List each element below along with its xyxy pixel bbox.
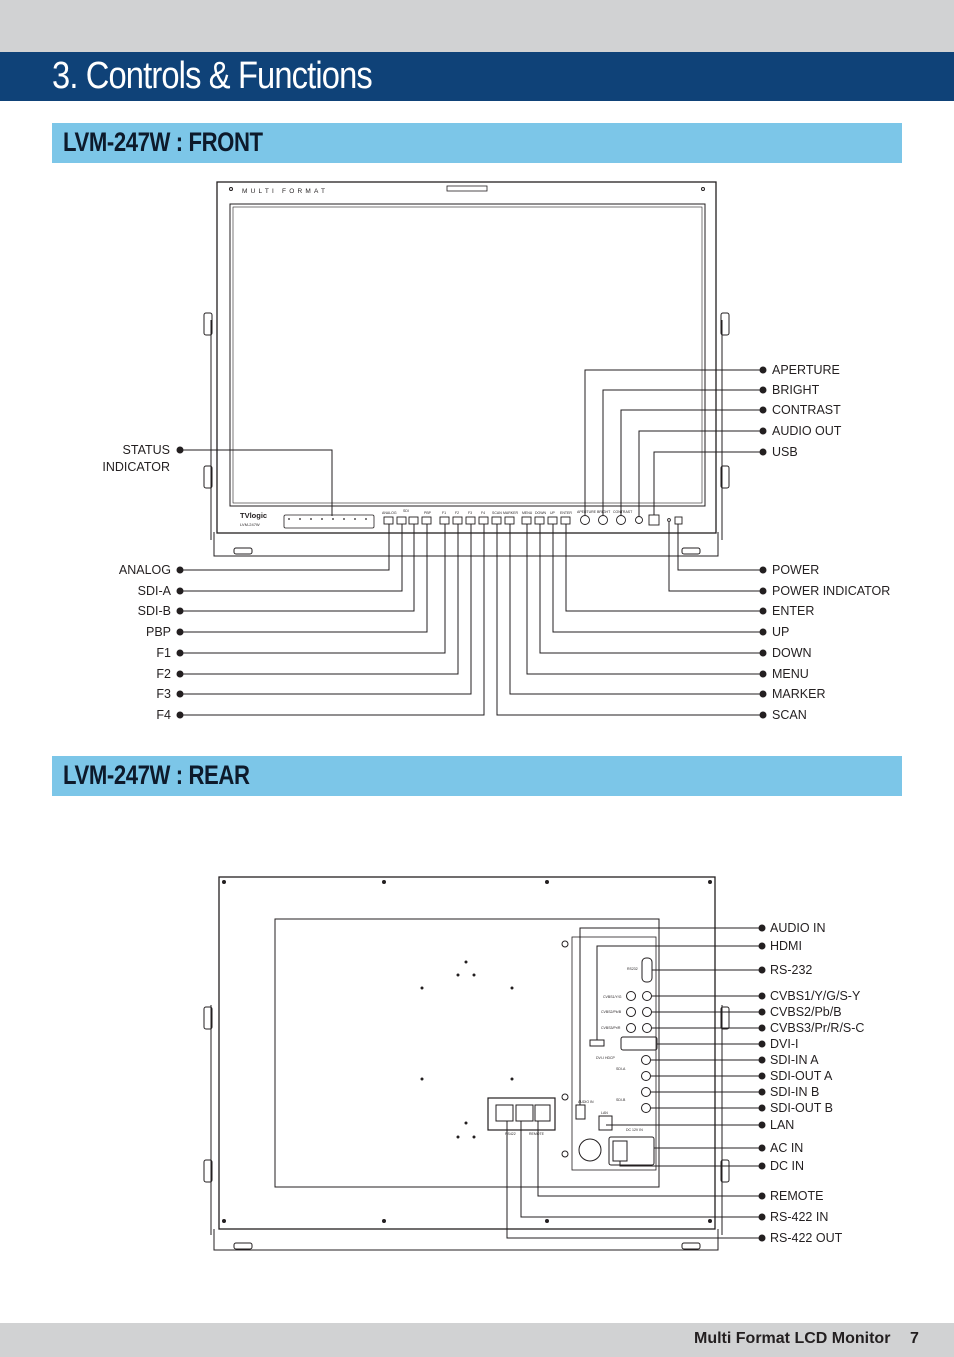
svg-text:CVBS2/Pb/B: CVBS2/Pb/B — [601, 1010, 622, 1014]
label-sdi-out-a: SDI-OUT A — [770, 1069, 833, 1083]
label-cvbs1: CVBS1/Y/G/S-Y — [770, 989, 861, 1003]
svg-text:APERTURE: APERTURE — [577, 510, 596, 514]
rear-section-header — [52, 756, 902, 796]
svg-text:MENU: MENU — [522, 511, 533, 515]
rear-housing — [219, 877, 715, 1229]
svg-text:CVBS3/Pr/R: CVBS3/Pr/R — [601, 1026, 621, 1030]
label-status-2: INDICATOR — [102, 460, 170, 474]
label-hdmi: HDMI — [770, 939, 802, 953]
svg-text:F4: F4 — [481, 511, 486, 515]
svg-text:ANALOG: ANALOG — [382, 511, 397, 515]
label-dc-in: DC IN — [770, 1159, 805, 1173]
label-bright: BRIGHT — [772, 383, 820, 397]
label-cvbs3: CVBS3/Pr/R/S-C — [770, 1021, 865, 1035]
label-contrast: CONTRAST — [772, 403, 841, 417]
label-aperture: APERTURE — [772, 363, 840, 377]
svg-text:SDI-B: SDI-B — [616, 1098, 626, 1102]
label-enter: ENTER — [772, 604, 815, 618]
label-lan: LAN — [770, 1118, 795, 1132]
top-slot — [447, 186, 487, 191]
logo-text: TVlogic — [240, 511, 268, 520]
svg-text:SDI: SDI — [403, 509, 409, 513]
label-f2: F2 — [156, 667, 171, 681]
front-section-header — [52, 123, 902, 163]
svg-text:F3: F3 — [468, 511, 473, 515]
label-f3: F3 — [156, 687, 171, 701]
page-number: 7 — [910, 1330, 919, 1347]
front-heading: LVM-247W : FRONT — [63, 127, 263, 157]
svg-text:PBP: PBP — [424, 511, 432, 515]
label-pbp: PBP — [145, 625, 171, 639]
label-f4: F4 — [156, 708, 171, 722]
screen-outer — [230, 204, 705, 506]
svg-text:F1: F1 — [442, 511, 447, 515]
label-power-indicator: POWER INDICATOR — [772, 584, 891, 598]
label-analog: ANALOG — [118, 563, 171, 577]
connector-panel — [572, 937, 656, 1170]
label-sdi-in-b: SDI-IN B — [770, 1085, 820, 1099]
label-sdi-a: SDI-A — [137, 584, 171, 598]
label-marker: MARKER — [772, 687, 826, 701]
label-dvi-i: DVI-I — [770, 1037, 799, 1051]
svg-text:ENTER: ENTER — [560, 511, 572, 515]
label-menu: MENU — [772, 667, 809, 681]
footer — [0, 1323, 954, 1357]
rear-panel — [275, 919, 659, 1187]
status-indicator-block — [284, 515, 374, 528]
footer-title: Multi Format LCD Monitor — [694, 1330, 891, 1347]
label-up: UP — [772, 625, 790, 639]
svg-text:MARKER: MARKER — [503, 511, 518, 515]
monitor-bezel — [217, 182, 716, 533]
svg-text:DVI-I HDCP: DVI-I HDCP — [596, 1056, 615, 1060]
svg-text:DOWN: DOWN — [535, 511, 547, 515]
svg-text:F2: F2 — [455, 511, 460, 515]
svg-text:SCAN: SCAN — [492, 511, 502, 515]
top-band — [0, 0, 954, 52]
label-usb: USB — [772, 445, 798, 459]
svg-text:RS232: RS232 — [627, 967, 638, 971]
label-audio-out: AUDIO OUT — [772, 424, 842, 438]
label-scan: SCAN — [772, 708, 807, 722]
label-sdi-b: SDI-B — [137, 604, 171, 618]
svg-text:RS422: RS422 — [505, 1132, 516, 1136]
front-diagram — [0, 170, 954, 740]
label-status-1: STATUS — [122, 443, 170, 457]
svg-text:SDI-A: SDI-A — [616, 1067, 626, 1071]
label-power: POWER — [772, 563, 820, 577]
svg-text:REMOTE: REMOTE — [529, 1132, 544, 1136]
model-text: LVM-247W — [240, 522, 260, 527]
svg-text:CVBS1/Y/G: CVBS1/Y/G — [603, 995, 622, 999]
label-sdi-in-a: SDI-IN A — [770, 1053, 819, 1067]
label-down: DOWN — [772, 646, 812, 660]
label-audio-in: AUDIO IN — [770, 921, 826, 935]
svg-text:CONTRAST: CONTRAST — [613, 510, 633, 514]
label-cvbs2: CVBS2/Pb/B — [770, 1005, 842, 1019]
label-rs422-out: RS-422 OUT — [770, 1231, 843, 1245]
label-ac-in: AC IN — [770, 1141, 804, 1155]
svg-text:BRIGHT: BRIGHT — [597, 510, 611, 514]
screen-inner — [233, 207, 702, 503]
svg-text:LAN: LAN — [601, 1111, 608, 1115]
brand-text: MULTI FORMAT — [242, 188, 329, 195]
label-sdi-out-b: SDI-OUT B — [770, 1101, 833, 1115]
page-title: 3. Controls & Functions — [52, 55, 372, 97]
svg-text:DC 12V IN: DC 12V IN — [626, 1128, 643, 1132]
rear-heading: LVM-247W : REAR — [63, 760, 250, 790]
svg-text:UP: UP — [550, 511, 555, 515]
title-bar — [0, 52, 954, 101]
label-rs232: RS-232 — [770, 963, 813, 977]
label-f1: F1 — [156, 646, 171, 660]
svg-text:AUDIO IN: AUDIO IN — [578, 1100, 594, 1104]
rear-diagram — [0, 860, 954, 1260]
label-rs422-in: RS-422 IN — [770, 1210, 829, 1224]
label-remote: REMOTE — [770, 1189, 824, 1203]
